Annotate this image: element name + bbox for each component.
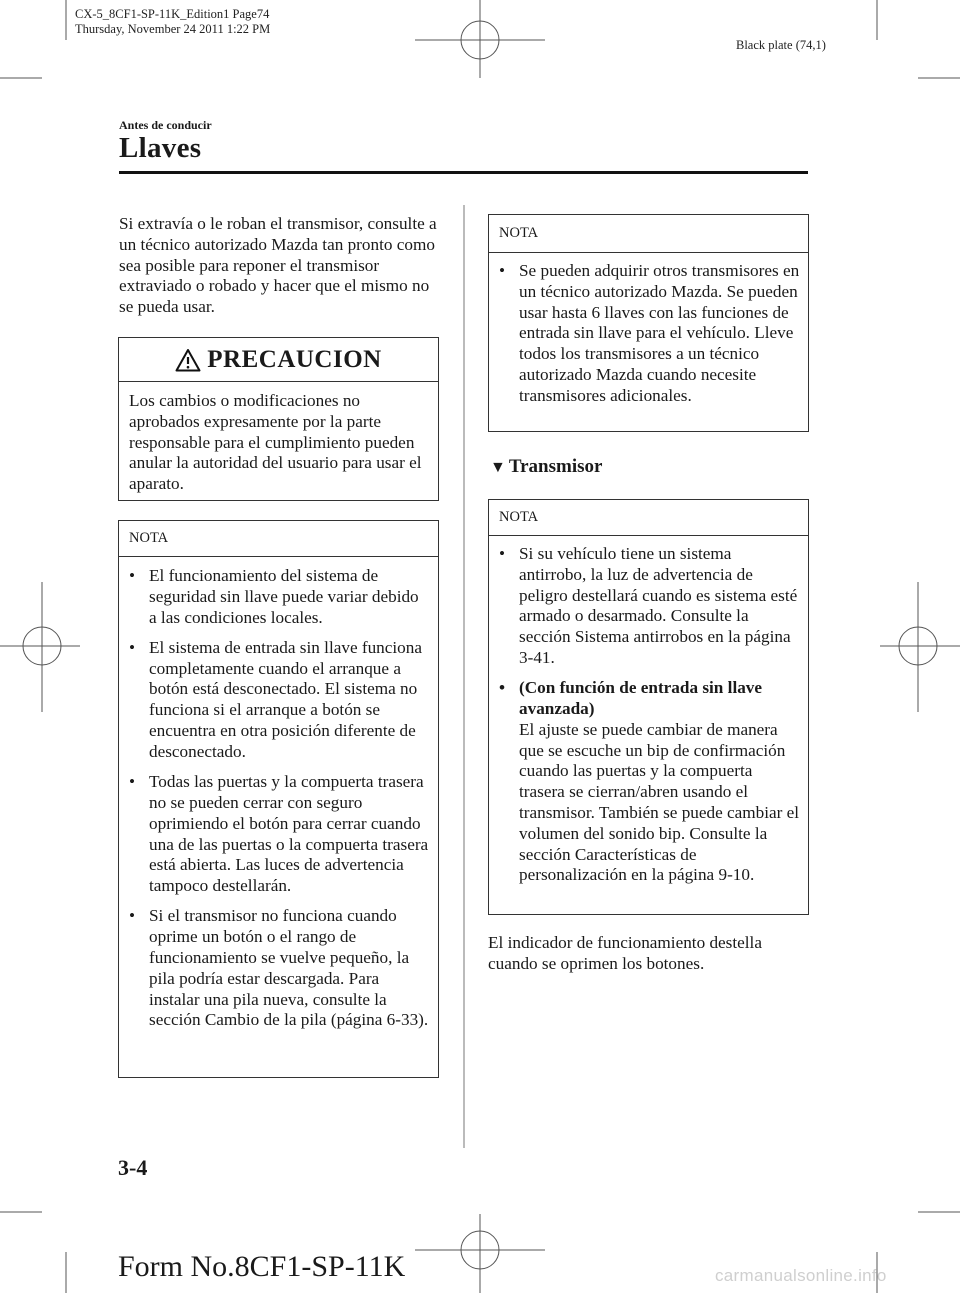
bullet-dot-icon: • (129, 637, 136, 657)
caution-header (119, 338, 438, 382)
note-header: NOTA (489, 500, 808, 536)
print-header-date: Thursday, November 24 2011 1:22 PM (75, 22, 271, 36)
section-label: Antes de conducir (119, 118, 212, 132)
outro-paragraph: El indicador de funcionamiento destella cuando se oprimen los botones. (488, 933, 762, 973)
note-header: NOTA (489, 215, 808, 253)
print-header-docid: CX-5_8CF1-SP-11K_Edition1 Page74 (75, 7, 270, 21)
list-item: • Todas las puertas y la compuerta trasera no se pueden cerrar con seguro oprimiendo el botón para cerrar cuando una de las puertas o la compuerta trasera está abierta. Las luces de advertencia tampoco destellarán. (129, 772, 429, 896)
note-box-right-1 (488, 214, 809, 432)
subheading-transmisor: ▼ Transmisor (490, 456, 603, 477)
title-rule (119, 171, 808, 174)
caution-text: Los cambios o modificaciones no aprobados expresamente por la parte responsable para el cumplimiento pueden anular la autoridad del usuario para usar el aparato. (129, 391, 422, 494)
note-box-left (118, 520, 439, 1078)
list-item: • Si el transmisor no funciona cuando oprime un botón o el rango de funcionamiento se vuelve pequeño, la pila podría estar descargada. Para instalar una pila nueva, consulte la sección Cambio de la pila (página 6-33). (129, 906, 429, 1030)
down-triangle-icon: ▼ (490, 459, 506, 476)
caution-title: PRECAUCION (207, 345, 382, 373)
list-item: • El sistema de entrada sin llave funciona completamente cuando el arranque a botón está desconectado. El sistema no funciona si el arranque a botón se encuentra en otra posición diferente de desconectado. (129, 637, 422, 761)
warning-triangle-icon (175, 348, 201, 372)
note-item-bold-heading: (Con función de entrada sin llave avanzada) (519, 678, 763, 719)
bullet-dot-icon: • (499, 261, 506, 280)
caution-box (118, 337, 439, 501)
note-box-right-2 (488, 499, 809, 915)
print-plate-label: Black plate (74,1) (736, 38, 826, 52)
intro-paragraph: Si extravía o le roban el transmisor, consulte a un técnico autorizado Mazda tan pronto como sea posible para reponer el transmisor extraviado o robado y hacer que el mismo no se pueda usar. (119, 214, 437, 317)
list-item: • Se pueden adquirir otros transmisores en un técnico autorizado Mazda. Se pueden usar hasta 6 llaves con las funciones de entrada sin llave para el vehículo. Lleve todos los transmisores a un técnico autorizado Mazda cuando necesite transmisores adicionales. (499, 261, 800, 405)
page-title: Llaves (119, 132, 202, 164)
bullet-dot-icon: • (129, 772, 136, 792)
list-item: • El funcionamiento del sistema de seguridad sin llave puede variar debido a las condiciones locales. (129, 566, 419, 627)
bullet-dot-icon: • (129, 906, 136, 926)
page-number: 3-4 (118, 1155, 148, 1180)
list-item: • Si su vehículo tiene un sistema antirrobo, la luz de advertencia de peligro destellará cuando es sistema esté armado o desarmado. Consulte la sección Sistema antirrobos en la página 3-41. (499, 544, 798, 667)
bullet-dot-icon: • (499, 544, 506, 563)
bullet-dot-icon: • (129, 566, 136, 585)
list-item: • (Con función de entrada sin llave avanzada) El ajuste se puede cambiar de manera que se escuche un bip de confirmación cuando las puertas y la compuerta trasera se cierran/abren usando el transmisor. También se puede cambiar el volumen del sonido bip. Consulte la sección Características de personalización en la página 9-10. (499, 678, 800, 885)
note-header: NOTA (119, 521, 438, 557)
form-number: Form No.8CF1-SP-11K (118, 1250, 406, 1283)
bullet-dot-icon: • (499, 678, 506, 698)
watermark: carmanualsonline.info (715, 1266, 887, 1285)
